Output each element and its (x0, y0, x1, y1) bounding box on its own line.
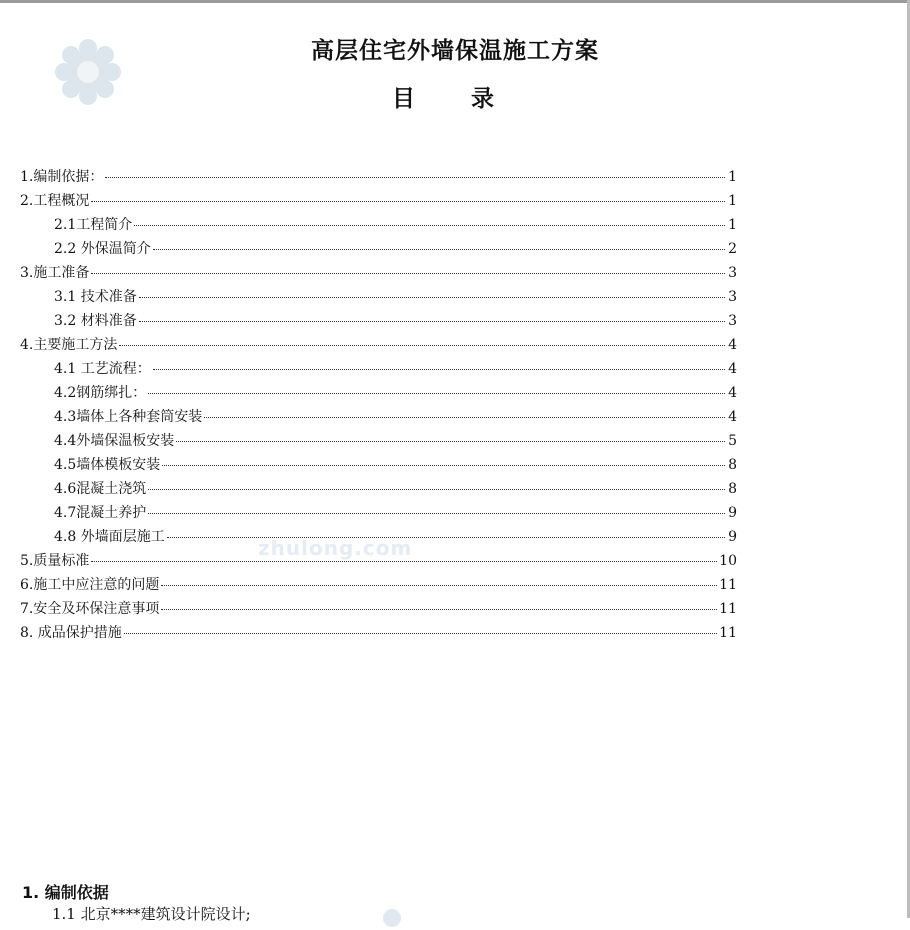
toc-entry-number: 2. (20, 193, 34, 209)
toc-entry-number: 4.4 (54, 433, 77, 449)
toc-entry[interactable] (20, 381, 737, 405)
toc-entry-label: 墙体上各种套筒安装 (76, 409, 203, 425)
toc-entry-number: 2.1 (54, 217, 77, 233)
toc-entry[interactable] (20, 573, 737, 597)
toc-heading: 目 录 (391, 85, 518, 112)
toc-entry[interactable] (20, 405, 737, 429)
toc-entry-page: 1 (728, 193, 737, 209)
toc-leader-dots (91, 201, 725, 202)
toc-leader-dots (161, 609, 717, 610)
toc-entry-label: 施工准备 (33, 265, 90, 281)
toc-entry-page: 9 (728, 505, 737, 521)
toc-entry-number: 4.7 (54, 505, 77, 521)
toc-entry-page: 9 (728, 529, 737, 545)
toc-entry-number: 8. (20, 625, 34, 641)
toc-entry-page: 11 (719, 577, 737, 593)
toc-leader-dots (153, 249, 725, 250)
toc-entry-page: 5 (728, 433, 737, 449)
toc-entry-page: 10 (719, 553, 737, 569)
toc-entry-label: 墙体模板安装 (76, 457, 161, 473)
toc-entry-label: 钢筋绑扎： (76, 385, 147, 401)
toc-entry-label: 安全及环保注意事项 (33, 601, 160, 617)
toc-entry-page: 4 (728, 337, 737, 353)
toc-entry-page: 3 (728, 265, 737, 281)
toc-entry[interactable] (20, 237, 737, 261)
toc-entry-label: 外墙面层施工 (76, 529, 165, 545)
toc-leader-dots (148, 513, 725, 514)
toc-entry-number: 4.3 (54, 409, 77, 425)
table-of-contents (20, 165, 737, 645)
toc-entry-page: 8 (728, 457, 737, 473)
toc-entry-number: 4.5 (54, 457, 77, 473)
toc-leader-dots (167, 537, 725, 538)
logo-seal-icon (380, 906, 404, 930)
toc-entry-number: 2.2 (54, 241, 77, 257)
toc-entry-page: 4 (728, 361, 737, 377)
document-title: 高层住宅外墙保温施工方案 (311, 37, 599, 64)
toc-entry[interactable] (20, 597, 737, 621)
toc-entry-label: 主要施工方法 (33, 337, 118, 353)
toc-leader-dots (91, 273, 725, 274)
watermark-text: zhulong.com (258, 536, 413, 560)
toc-entry-label: 工艺流程： (76, 361, 151, 377)
toc-entry-number: 4. (20, 337, 34, 353)
toc-entry[interactable] (20, 429, 737, 453)
toc-leader-dots (91, 561, 717, 562)
toc-entry[interactable] (20, 213, 737, 237)
toc-entry-page: 3 (728, 313, 737, 329)
toc-leader-dots (124, 633, 717, 634)
toc-entry-page: 1 (728, 217, 737, 233)
toc-entry[interactable] (20, 621, 737, 645)
toc-entry-number: 4.2 (54, 385, 77, 401)
toc-entry[interactable] (20, 165, 737, 189)
toc-entry-page: 11 (719, 601, 737, 617)
toc-leader-dots (139, 297, 725, 298)
toc-entry[interactable] (20, 333, 737, 357)
toc-entry-page: 3 (728, 289, 737, 305)
toc-entry-page: 11 (719, 625, 737, 641)
toc-entry-label: 质量标准 (33, 553, 90, 569)
toc-entry-number: 5. (20, 553, 34, 569)
toc-entry-label: 编制依据： (33, 169, 104, 185)
toc-entry[interactable] (20, 309, 737, 333)
toc-leader-dots (134, 225, 725, 226)
toc-entry[interactable] (20, 477, 737, 501)
toc-entry-label: 混凝土浇筑 (76, 481, 147, 497)
section-heading: 1. 编制依据 (22, 883, 109, 902)
toc-entry-number: 3.1 (54, 289, 77, 305)
toc-entry-page: 8 (728, 481, 737, 497)
toc-entry-label: 成品保护措施 (33, 625, 122, 641)
toc-entry-label: 工程概况 (33, 193, 90, 209)
toc-entry[interactable] (20, 189, 737, 213)
toc-entry[interactable] (20, 501, 737, 525)
toc-entry-number: 4.8 (54, 529, 77, 545)
toc-entry-page: 4 (728, 385, 737, 401)
toc-leader-dots (176, 441, 725, 442)
toc-leader-dots (148, 489, 725, 490)
toc-leader-dots (105, 177, 725, 178)
toc-entry-number: 1. (20, 169, 34, 185)
toc-entry-page: 4 (728, 409, 737, 425)
toc-leader-dots (162, 465, 725, 466)
section-first-line: 1.1 北京****建筑设计院设计; (52, 905, 251, 923)
toc-leader-dots (119, 345, 725, 346)
toc-entry-label: 材料准备 (76, 313, 137, 329)
toc-entry-page: 2 (728, 241, 737, 257)
toc-entry-label: 外保温简介 (76, 241, 151, 257)
toc-entry-number: 4.1 (54, 361, 77, 377)
toc-entry-label: 施工中应注意的问题 (33, 577, 160, 593)
toc-entry-number: 6. (20, 577, 34, 593)
toc-entry[interactable] (20, 285, 737, 309)
toc-entry-page: 1 (728, 169, 737, 185)
toc-entry-number: 4.6 (54, 481, 77, 497)
toc-leader-dots (161, 585, 717, 586)
toc-leader-dots (153, 369, 725, 370)
toc-entry-number: 3.2 (54, 313, 77, 329)
toc-entry-label: 外墙保温板安装 (76, 433, 175, 449)
toc-leader-dots (204, 417, 725, 418)
toc-leader-dots (148, 393, 725, 394)
toc-entry-label: 混凝土养护 (76, 505, 147, 521)
toc-entry[interactable] (20, 453, 737, 477)
toc-entry-number: 7. (20, 601, 34, 617)
toc-leader-dots (139, 321, 725, 322)
page-border-top (0, 0, 910, 3)
toc-entry[interactable] (20, 261, 737, 285)
toc-entry-label: 工程简介 (76, 217, 133, 233)
toc-entry[interactable] (20, 357, 737, 381)
toc-entry-number: 3. (20, 265, 34, 281)
toc-entry-label: 技术准备 (76, 289, 137, 305)
